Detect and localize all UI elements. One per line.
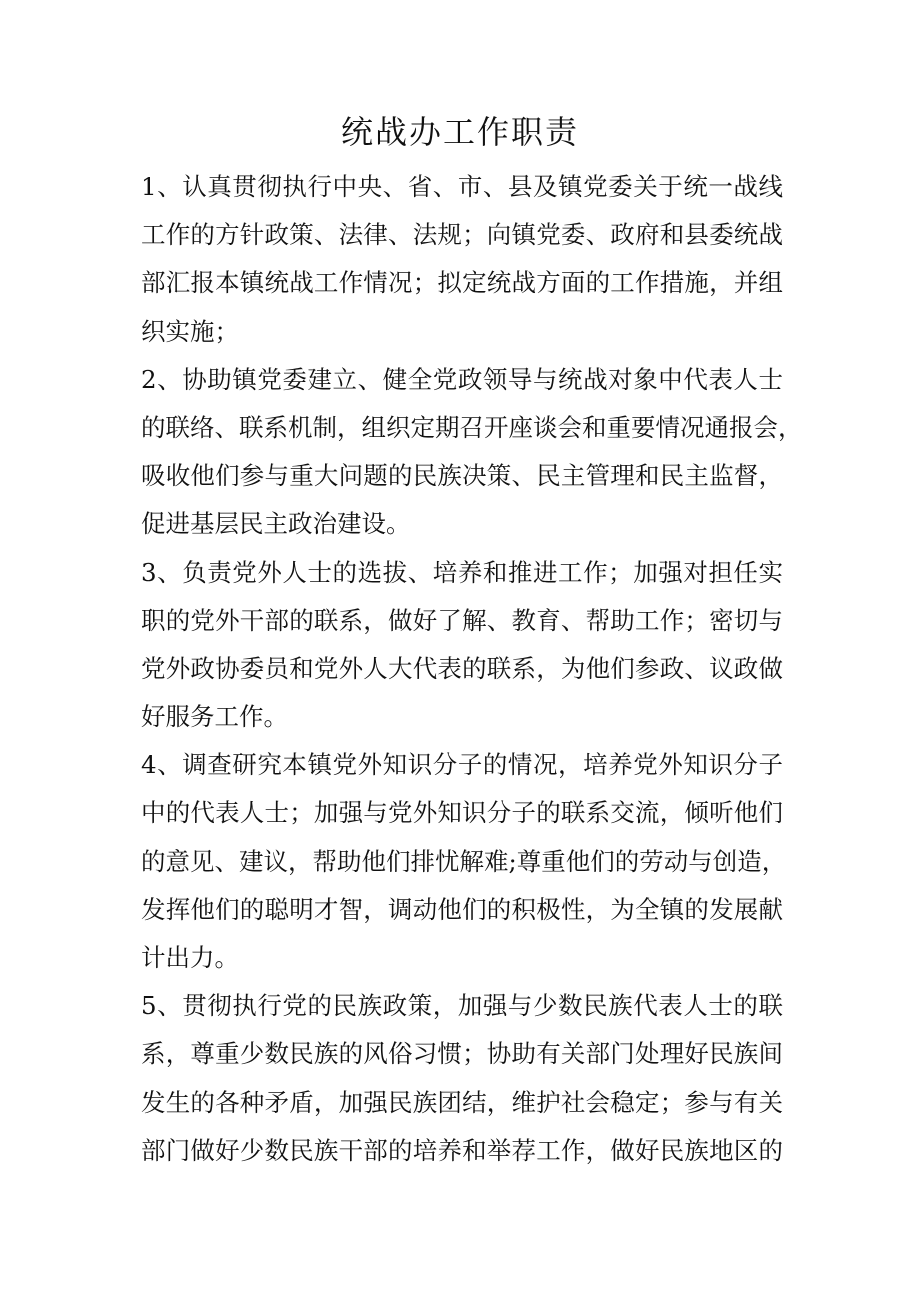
text-line: 部门做好少数民族干部的培养和举荐工作，做好民族地区的 bbox=[141, 1135, 783, 1165]
document-body bbox=[141, 163, 803, 1175]
text-line: 3、负责党外人士的选拔、培养和推进工作；加强对担任实 bbox=[141, 557, 783, 587]
text-line: 2、协助镇党委建立、健全党政领导与统战对象中代表人士 bbox=[141, 364, 783, 394]
text-line: 的联络、联系机制，组织定期召开座谈会和重要情况通报会， bbox=[141, 412, 803, 442]
text-line: 职的党外干部的联系，做好了解、教育、帮助工作；密切与 bbox=[141, 605, 783, 635]
text-line: 促进基层民主政治建设。 bbox=[141, 509, 411, 539]
text-line: 党外政协委员和党外人大代表的联系，为他们参政、议政做 bbox=[141, 653, 783, 683]
page-title: 统战办工作职责 bbox=[340, 113, 579, 151]
text-line: 织实施； bbox=[141, 316, 239, 346]
text-line: 发生的各种矛盾，加强民族团结，维护社会稳定；参与有关 bbox=[141, 1087, 783, 1117]
text-line: 的意见、建议，帮助他们排忧解难;尊重他们的劳动与创造， bbox=[141, 846, 787, 876]
text-line: 1、认真贯彻执行中央、省、市、县及镇党委关于统一战线 bbox=[141, 172, 783, 201]
text-line: 5、贯彻执行党的民族政策，加强与少数民族代表人士的联 bbox=[141, 991, 783, 1021]
text-line: 计出力。 bbox=[141, 943, 239, 972]
text-line: 4、调查研究本镇党外知识分子的情况，培养党外知识分子 bbox=[141, 750, 783, 780]
text-line: 吸收他们参与重大问题的民族决策、民主管理和民主监督， bbox=[141, 461, 783, 491]
text-line: 工作的方针政策、法律、法规；向镇党委、政府和县委统战 bbox=[141, 220, 783, 250]
text-line: 好服务工作。 bbox=[141, 702, 288, 732]
text-line: 发挥他们的聪明才智，调动他们的积极性，为全镇的发展献 bbox=[141, 894, 783, 924]
text-line: 中的代表人士；加强与党外知识分子的联系交流，倾听他们 bbox=[141, 798, 783, 828]
text-line: 系，尊重少数民族的风俗习惯；协助有关部门处理好民族间 bbox=[141, 1039, 783, 1069]
text-line: 部汇报本镇统战工作情况；拟定统战方面的工作措施，并组 bbox=[141, 268, 783, 298]
